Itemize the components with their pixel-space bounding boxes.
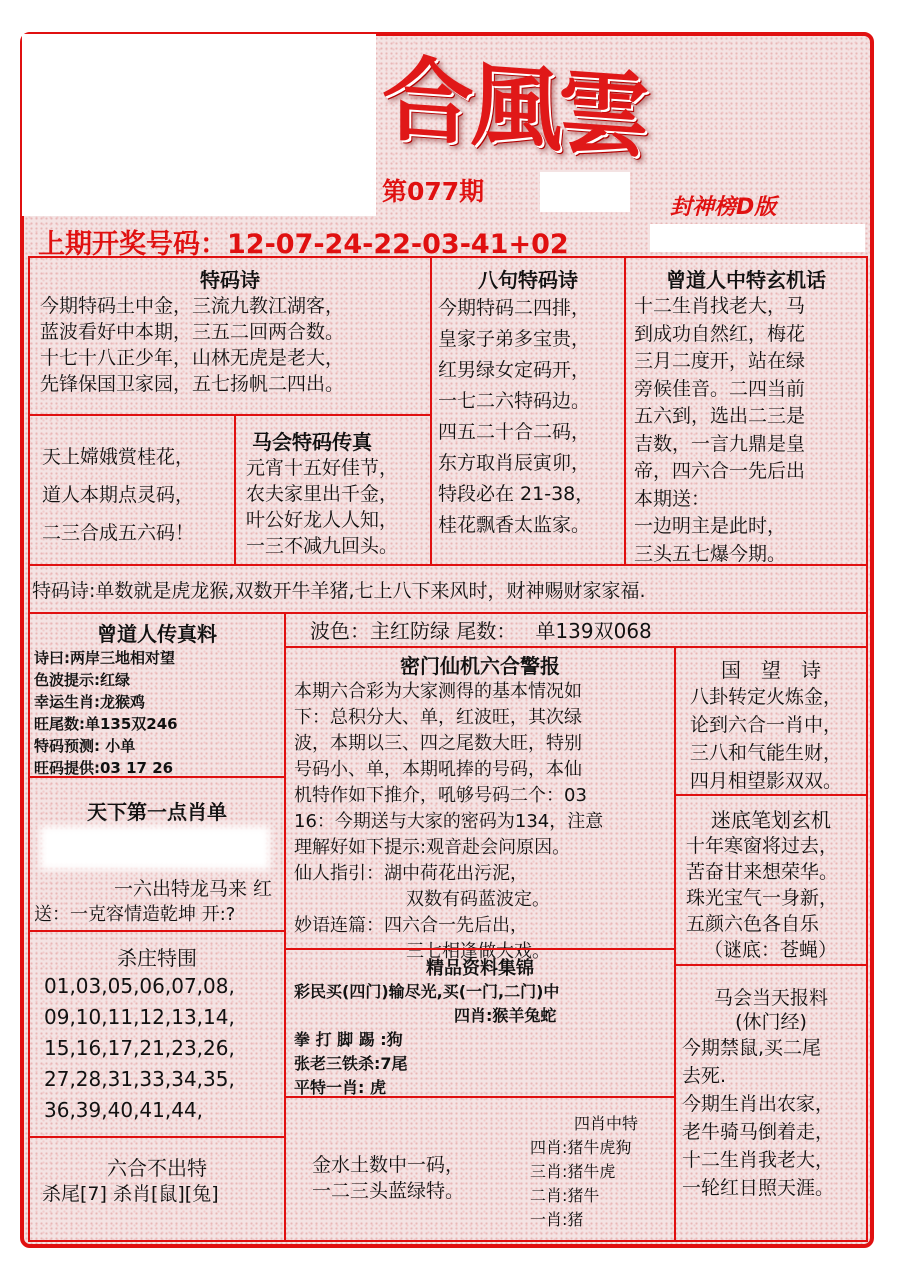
banner-box bbox=[28, 564, 868, 614]
nospecial-title: 六合不出特 bbox=[107, 1156, 207, 1180]
wave-label: 波色： bbox=[310, 619, 370, 643]
horse-line: 今期禁鼠,买二尾 bbox=[682, 1037, 822, 1059]
tail-value: 单139双068 bbox=[535, 619, 652, 643]
moon-line: 二三合成五六码！ bbox=[42, 522, 195, 544]
collection-item: 张老三铁杀:7尾 bbox=[294, 1054, 408, 1073]
moon-box bbox=[28, 414, 236, 566]
poem3-box bbox=[624, 256, 868, 566]
banner-text: 特码诗:单数就是虎龙猴,双数开牛羊猪,七上八下来风时，财神赐财家家福. bbox=[32, 580, 646, 602]
zeng-box bbox=[28, 612, 286, 778]
collection-item: 平特一肖: 虎 bbox=[294, 1078, 386, 1097]
horse-title: 马会当天报料 bbox=[713, 987, 828, 1009]
quote-line-1: 妙语连篇：四六合一先后出， bbox=[294, 915, 528, 936]
riddle-answer: （谜底：苍蝇） bbox=[704, 939, 838, 961]
edition-label: 封神榜D版 bbox=[670, 195, 777, 220]
poem2-line: 四五二十合二码， bbox=[438, 421, 591, 443]
riddle-title: 迷底笔划玄机 bbox=[711, 808, 831, 832]
nospecial-line: 杀尾[7] 杀肖[鼠][兔] bbox=[42, 1183, 219, 1205]
kill-line: 27,28,31,33,34,35, bbox=[44, 1067, 235, 1091]
quote-label: 妙语连篇： bbox=[294, 915, 384, 936]
zeng-line: 幸运生肖:龙猴鸡 bbox=[34, 693, 145, 711]
horse-line: 去死. bbox=[682, 1065, 727, 1087]
wave-value: 主红防绿 bbox=[370, 619, 450, 643]
first-line: 送：一克容情造乾坤 开:? bbox=[34, 904, 236, 925]
poem2-line: 红男绿女定码开， bbox=[438, 359, 591, 381]
poem2-line: 特段必在 21-38， bbox=[438, 483, 595, 505]
secret-line: 理解好如下提示:观音赴会问原因。 bbox=[294, 837, 571, 858]
masthead-title: 合風雲 bbox=[382, 44, 647, 171]
zeng-line: 诗曰:两岸三地相对望 bbox=[34, 649, 175, 667]
horse-box bbox=[674, 964, 868, 1242]
poem2-line: 一七二六特码边。 bbox=[438, 390, 591, 412]
kill-line: 09,10,11,12,13,14, bbox=[44, 1005, 235, 1029]
masked-logo-area bbox=[22, 34, 376, 216]
horse-line: 今期生肖出农家， bbox=[682, 1093, 835, 1115]
kill-line: 01,03,05,06,07,08, bbox=[44, 974, 235, 998]
secret-line: 16：今期送与大家的密码为134，注意 bbox=[294, 811, 604, 832]
masked-strip bbox=[540, 172, 630, 212]
poem3-line: 一边明主是此时， bbox=[634, 515, 787, 537]
riddle-line: 苦奋甘来想荣华。 bbox=[686, 861, 839, 883]
poem3-title: 曾道人中特玄机话 bbox=[666, 268, 826, 292]
collection-line1: 彩民买(四门)输尽光,买(一门,二门)中 bbox=[294, 982, 560, 1001]
metal-line: 金水土数中一码， bbox=[312, 1154, 465, 1176]
horse-subtitle: (休门经) bbox=[735, 1011, 807, 1033]
fax-title: 马会特码传真 bbox=[252, 430, 372, 454]
wave-line bbox=[286, 614, 866, 644]
issue-number: 第077期 bbox=[382, 177, 485, 206]
first-title: 天下第一点肖单 bbox=[87, 800, 227, 824]
secret-box bbox=[284, 646, 676, 962]
guowang-line: 三八和气能生财， bbox=[690, 742, 843, 764]
fax-box bbox=[234, 414, 432, 566]
poem1-line: 十七十八正少年，山林无虎是老大， bbox=[40, 347, 345, 369]
collection-title: 精品资料集锦 bbox=[426, 958, 534, 979]
poem1-line: 蓝波看好中本期，三五二回两合数。 bbox=[40, 321, 345, 343]
poem2-box bbox=[430, 256, 626, 566]
horse-line: 一轮红日照天涯。 bbox=[682, 1177, 835, 1199]
riddle-line: 十年寒窗将过去， bbox=[686, 835, 839, 857]
kill-title: 杀庄特围 bbox=[117, 946, 197, 970]
guowang-line: 论到六合一肖中， bbox=[690, 714, 843, 736]
guowang-line: 四月相望影双双。 bbox=[690, 770, 843, 792]
four-zodiac-title: 四肖中特 bbox=[574, 1114, 639, 1133]
fax-line: 一三不减九回头。 bbox=[246, 535, 399, 557]
riddle-line: 珠光宝气一身新， bbox=[686, 887, 839, 909]
poem1-title: 特码诗 bbox=[200, 268, 260, 292]
masked-strip-2 bbox=[650, 224, 865, 252]
collection-item: 拳 打 脚 踢 :狗 bbox=[294, 1030, 403, 1049]
guowang-title: 国 望 诗 bbox=[721, 658, 821, 682]
kill-line: 15,16,17,21,23,26, bbox=[44, 1036, 235, 1060]
bottom-mid-box bbox=[284, 1096, 676, 1242]
secret-line: 波，本期以三、四之尾数大旺，特别 bbox=[294, 733, 582, 754]
zeng-line: 色波提示:红绿 bbox=[34, 671, 130, 689]
poem3-line: 十二生肖找老大，马 bbox=[634, 295, 806, 317]
guowang-box bbox=[674, 646, 868, 796]
secret-line: 本期六合彩为大家测得的基本情况如 bbox=[294, 681, 582, 702]
horse-line: 十二生肖我老大， bbox=[682, 1149, 835, 1171]
fax-line: 叶公好龙人人知， bbox=[246, 509, 399, 531]
four-zodiac-line: 四肖:猪牛虎狗 bbox=[530, 1138, 632, 1157]
four-zodiac-line: 三肖:猪牛虎 bbox=[530, 1162, 616, 1181]
poem2-line: 皇家子弟多宝贵， bbox=[438, 328, 591, 350]
zeng-line: 旺码提供:03 17 26 bbox=[34, 759, 174, 777]
kill-line: 36,39,40,41,44, bbox=[44, 1098, 204, 1122]
first-line: 一六出特龙马来 红 bbox=[113, 878, 272, 900]
hint-line-2: 双数有码蓝波定。 bbox=[406, 889, 550, 910]
quote-line-2: 三七相逢做大戏。 bbox=[406, 941, 550, 962]
poem1-line: 今期特码土中金，三流九教江湖客， bbox=[40, 295, 345, 317]
four-zodiac-line: 二肖:猪牛 bbox=[530, 1186, 600, 1205]
hint-label: 仙人指引： bbox=[294, 863, 384, 884]
tail-label: 尾数： bbox=[456, 619, 517, 643]
last-draw-label: 上期开奖号码： bbox=[38, 229, 227, 260]
first-box bbox=[28, 776, 286, 932]
poem3-line: 三月二度开，站在绿 bbox=[634, 350, 806, 372]
poem2-line: 今期特码二四排， bbox=[438, 297, 591, 319]
moon-line: 道人本期点灵码， bbox=[42, 484, 195, 506]
hint-line-1: 仙人指引：湖中荷花出污泥， bbox=[294, 863, 528, 884]
fax-line: 农夫家里出千金， bbox=[246, 483, 399, 505]
horse-line: 老牛骑马倒着走， bbox=[682, 1121, 835, 1143]
poem2-title: 八句特码诗 bbox=[478, 268, 578, 292]
metal-line: 一二三头蓝绿特。 bbox=[312, 1180, 465, 1202]
kill-box bbox=[28, 930, 286, 1138]
secret-line: 机特作如下推介，吼够号码二个：03 bbox=[294, 785, 587, 806]
last-draw-numbers: 12-07-24-22-03-41+02 bbox=[227, 229, 569, 260]
poem3-line: 帝，四六合一先后出 bbox=[634, 460, 806, 482]
secret-title: 密门仙机六合警报 bbox=[400, 654, 560, 678]
poem1-line: 先锋保国卫家园，五七扬帆二四出。 bbox=[40, 373, 345, 395]
zeng-title: 曾道人传真料 bbox=[97, 622, 217, 646]
poem3-line: 到成功自然红，梅花 bbox=[634, 322, 806, 345]
zeng-line: 旺尾数:单135双246 bbox=[34, 715, 178, 733]
masked-content bbox=[40, 826, 270, 870]
poem3-line: 本期送： bbox=[634, 487, 711, 510]
poem3-line: 三头五七爆今期。 bbox=[634, 542, 787, 565]
guowang-line: 八卦转定火炼金， bbox=[690, 686, 843, 708]
nospecial-box bbox=[28, 1136, 286, 1242]
poem3-line: 吉数，一言九鼎是皇 bbox=[634, 432, 806, 455]
poem2-line: 桂花飘香太监家。 bbox=[438, 514, 591, 536]
wave-box bbox=[284, 612, 868, 648]
poem3-line: 旁候佳音。二四当前 bbox=[634, 377, 806, 400]
riddle-line: 五颜六色各自乐 bbox=[686, 913, 820, 935]
zeng-line: 特码预测: 小单 bbox=[34, 737, 136, 755]
secret-line: 号码小、单，本期吼捧的号码，本仙 bbox=[294, 759, 582, 780]
four-zodiac-line: 一肖:猪 bbox=[530, 1210, 584, 1229]
poem2-line: 东方取肖辰寅卯， bbox=[438, 452, 591, 474]
fax-line: 元宵十五好佳节， bbox=[246, 457, 399, 479]
collection-line2: 四肖:猴羊兔蛇 bbox=[454, 1006, 557, 1025]
secret-line: 下：总积分大、单，红波旺，其次绿 bbox=[294, 707, 582, 728]
collection-box bbox=[284, 948, 676, 1098]
moon-line: 天上嫦娥赏桂花， bbox=[42, 446, 195, 468]
poem3-line: 五六到，选出二三是 bbox=[634, 405, 806, 427]
poem1-box bbox=[28, 256, 432, 416]
riddle-box bbox=[674, 794, 868, 966]
